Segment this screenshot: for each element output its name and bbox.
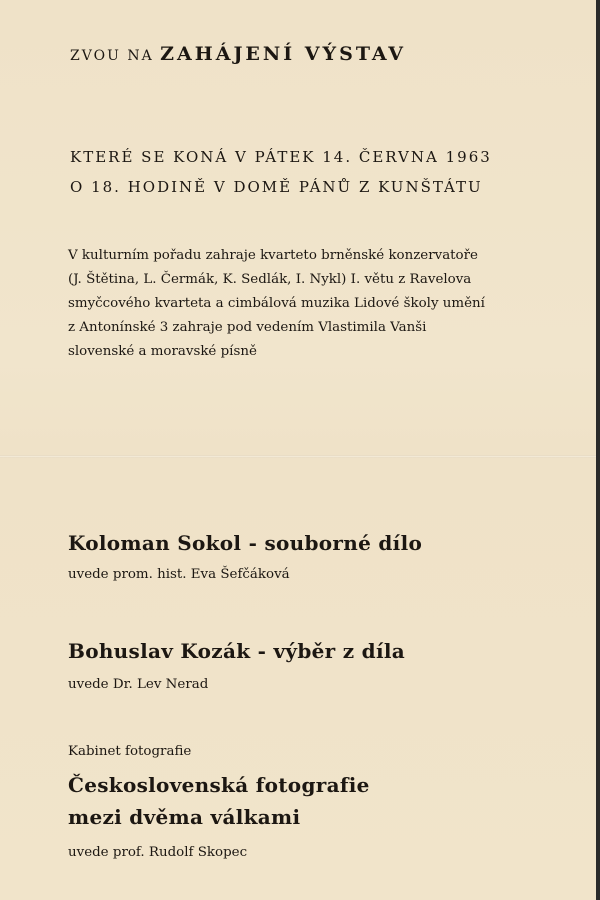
photo-cabinet-label: Kabinet fotografie bbox=[68, 744, 192, 759]
program-line: z Antonínské 3 zahraje pod vedením Vlastimila Vanši bbox=[68, 320, 427, 335]
program-paragraph bbox=[68, 244, 548, 364]
scan-edge bbox=[596, 0, 600, 900]
invitation-headline: ZAHÁJENÍ VÝSTAV bbox=[160, 43, 407, 65]
exhibition-title-sokol: Koloman Sokol - souborné dílo bbox=[68, 531, 423, 555]
exhibition-title-photo-line2: mezi dvěma válkami bbox=[68, 805, 301, 829]
program-line: (J. Štětina, L. Čermák, K. Sedlák, I. Nykl) I. větu z Ravelova bbox=[68, 272, 472, 287]
exhibition-presenter-photo: uvede prof. Rudolf Skopec bbox=[68, 845, 248, 860]
program-line: V kulturním pořadu zahraje kvarteto brněnské konzervatoře bbox=[68, 248, 478, 263]
event-date-line: KTERÉ SE KONÁ V PÁTEK 14. ČERVNA 1963 bbox=[70, 148, 492, 166]
event-place-line: O 18. HODINĚ V DOMĚ PÁNŮ Z KUNŠTÁTU bbox=[70, 178, 483, 196]
exhibition-presenter-sokol: uvede prom. hist. Eva Šefčáková bbox=[68, 567, 290, 582]
invitation-heading bbox=[70, 43, 406, 65]
exhibition-presenter-kozak: uvede Dr. Lev Nerad bbox=[68, 677, 209, 692]
paper-fold-line bbox=[0, 455, 600, 458]
program-line: slovenské a moravské písně bbox=[68, 344, 257, 359]
invitation-prefix: ZVOU NA bbox=[70, 48, 154, 64]
exhibition-title-photo-line1: Československá fotografie bbox=[68, 773, 370, 797]
program-line: smyčcového kvarteta a cimbálová muzika Lidové školy umění bbox=[68, 296, 485, 311]
exhibition-title-kozak: Bohuslav Kozák - výběr z díla bbox=[68, 639, 406, 663]
